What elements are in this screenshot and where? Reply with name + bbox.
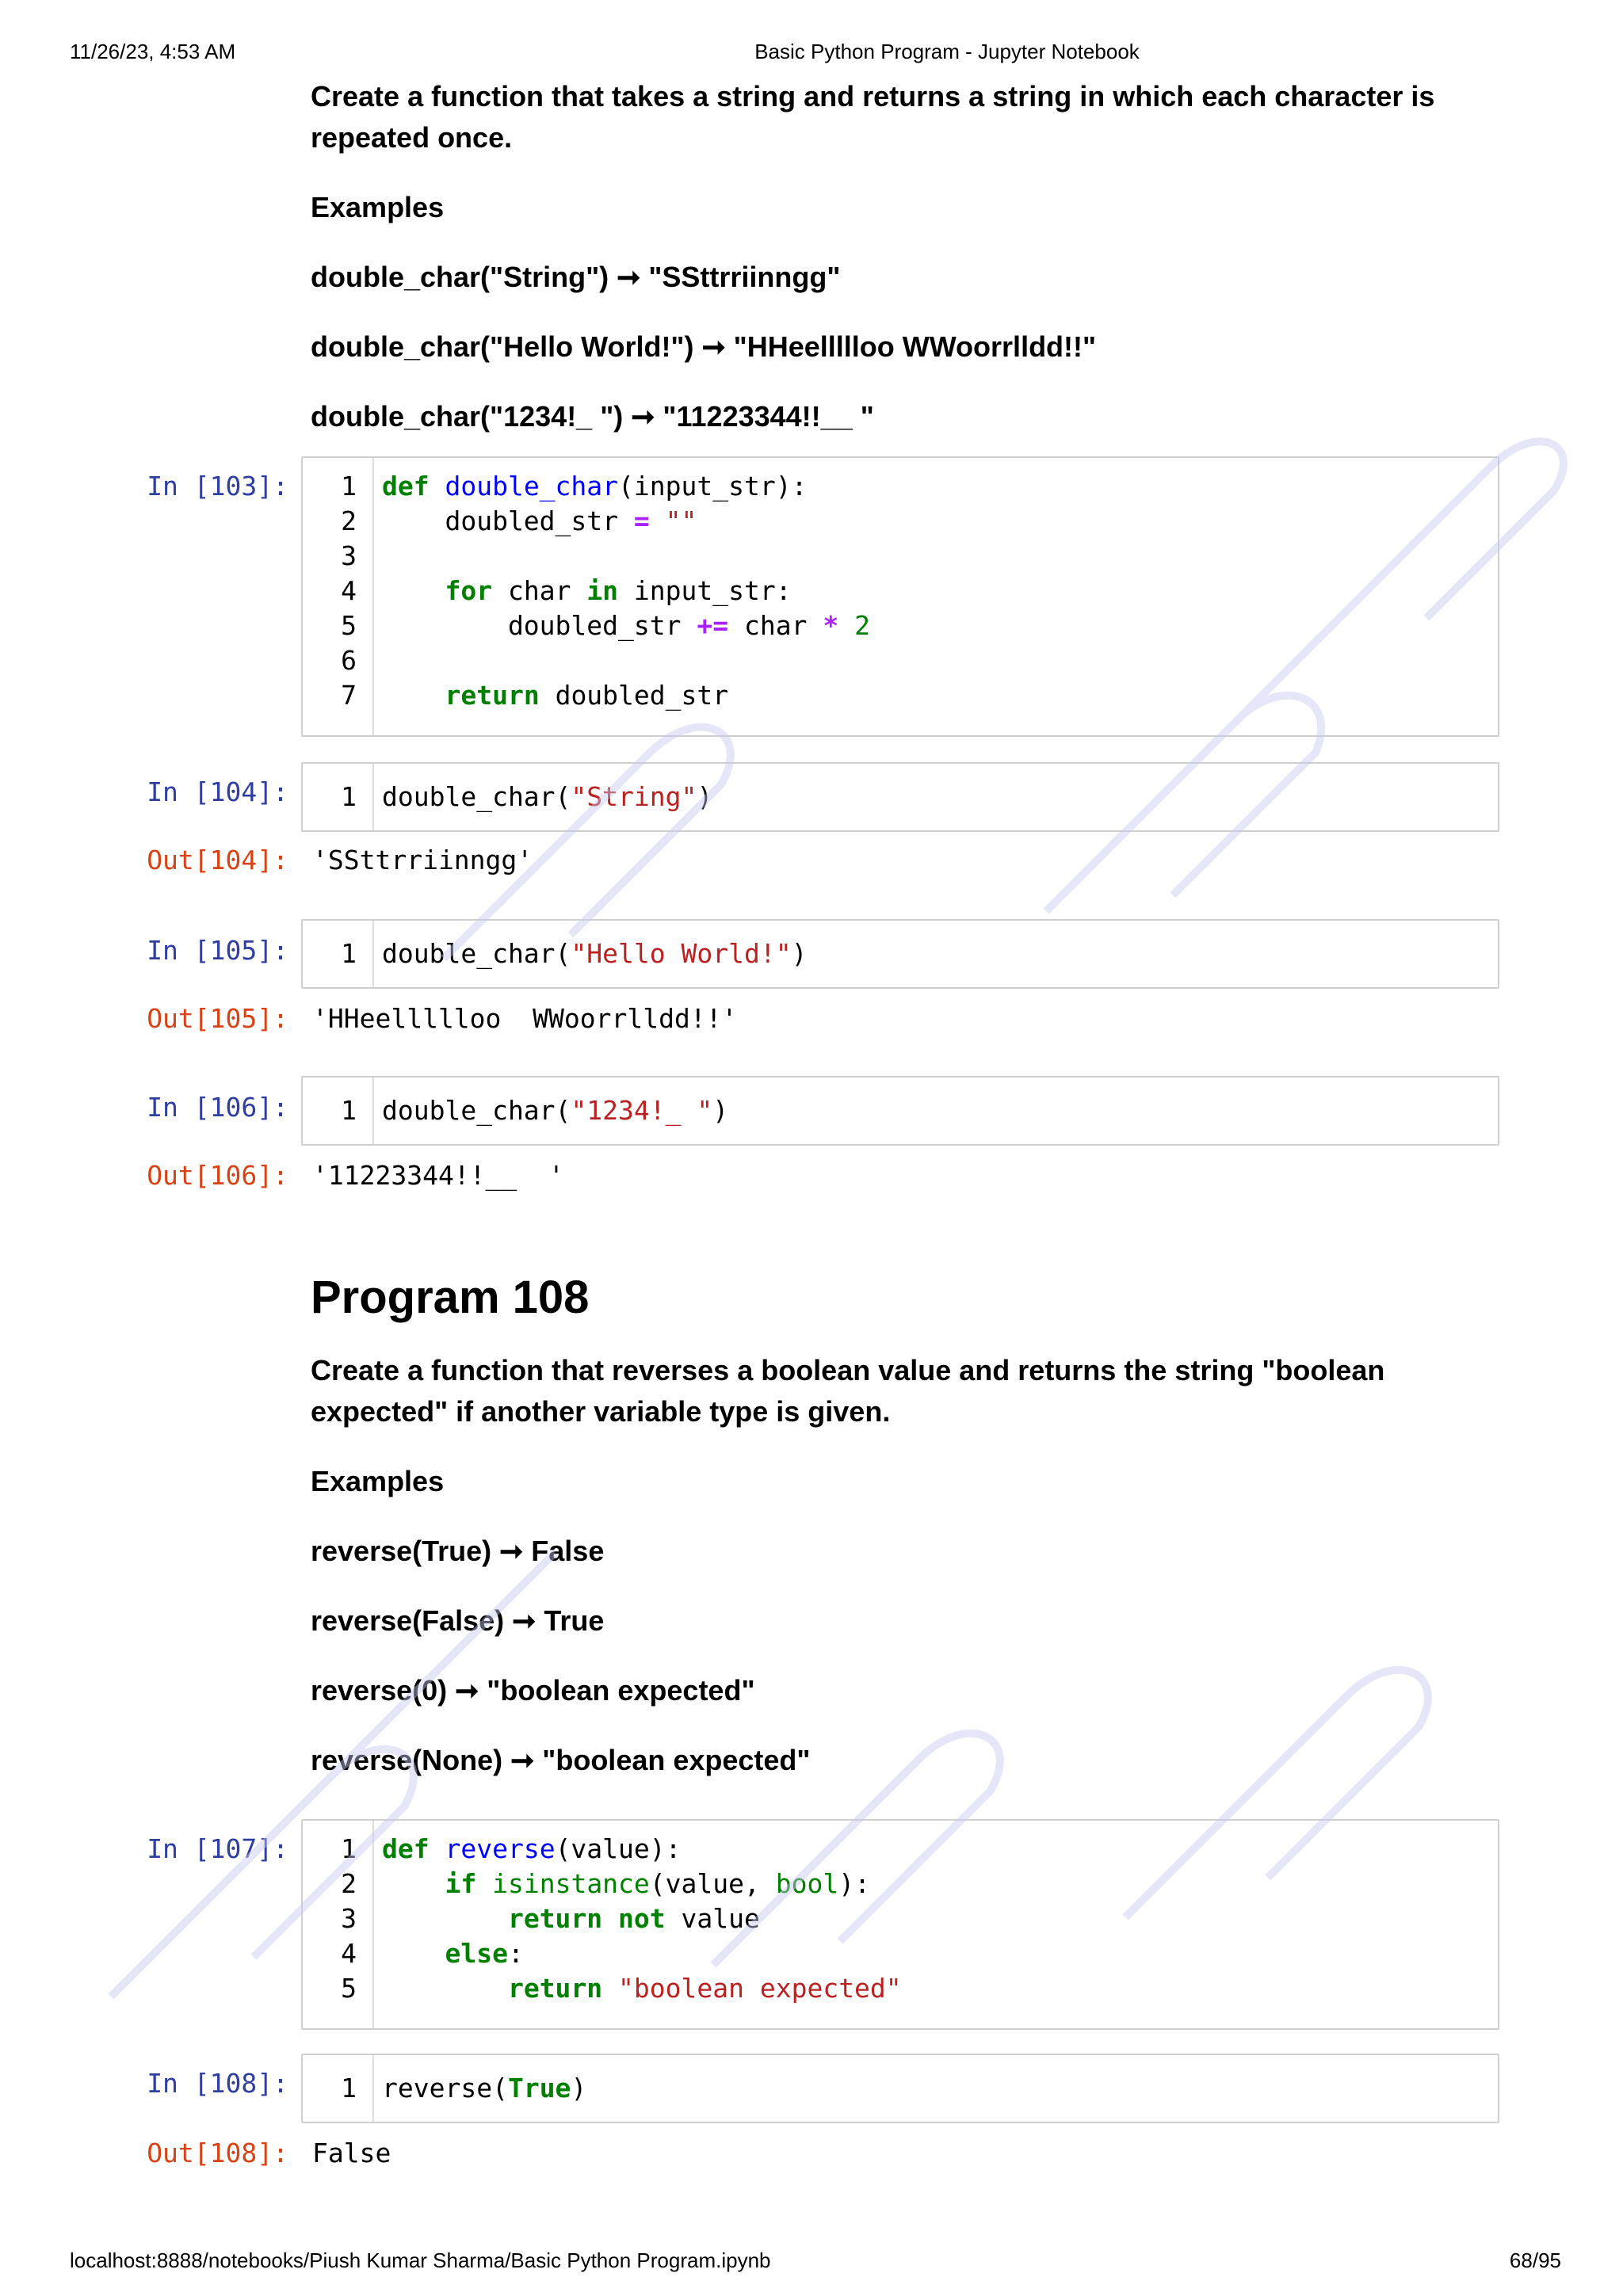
example-line: reverse(True) ➞ False (311, 1535, 605, 1567)
code-cell[interactable]: 1 reverse(True) (301, 2054, 1499, 2123)
page-number: 68/95 (1509, 2248, 1561, 2272)
code-cell[interactable]: 1 double_char("Hello World!") (301, 919, 1499, 989)
cell-output: 'SSttrriinngg' (312, 845, 533, 875)
input-prompt: In [104]: (147, 776, 288, 807)
code-cell[interactable]: 1 double_char("1234!_ ") (301, 1076, 1499, 1146)
cell-output: 'HHeellllloo WWoorrlldd!!' (312, 1003, 738, 1034)
example-line: reverse(0) ➞ "boolean expected" (311, 1674, 755, 1707)
cell-output: False (312, 2138, 391, 2168)
section-heading: Program 108 (311, 1272, 590, 1323)
output-prompt: Out[108]: (147, 2138, 288, 2168)
problem-description: Create a function that takes a string and returns a string in which each character is repeated once. (311, 80, 1435, 154)
output-prompt: Out[104]: (147, 845, 288, 875)
example-line: reverse(False) ➞ True (311, 1604, 605, 1637)
code-cell[interactable]: 1 double_char("String") (301, 762, 1499, 832)
problem-description: Create a function that reverses a boolean value and returns the string "boolean expected" if another variable type is given. (311, 1354, 1385, 1428)
example-line: double_char("Hello World!") ➞ "HHeellllloo WWoorrlldd!!" (311, 330, 1097, 363)
code-cell[interactable]: 1 def double_char(input_str): 2 doubled_str = "" 3 4 for char in input_str: 5 doubled_str += char * 2 6 7 return doubled_str (301, 456, 1499, 737)
input-prompt: In [106]: (147, 1092, 288, 1123)
examples-heading: Examples (311, 1465, 445, 1497)
print-title: Basic Python Program - Jupyter Notebook (754, 40, 1140, 63)
markdown-cell-description (311, 76, 1515, 437)
print-datetime: 11/26/23, 4:53 AM (70, 40, 236, 63)
examples-heading: Examples (311, 191, 445, 223)
output-prompt: Out[105]: (147, 1003, 288, 1034)
cell-output: '11223344!!__ ' (312, 1160, 564, 1191)
output-prompt: Out[106]: (147, 1160, 288, 1191)
input-prompt: In [103]: (147, 471, 288, 502)
example-line: double_char("1234!_ ") ➞ "11223344!!__ " (311, 400, 874, 433)
example-line: reverse(None) ➞ "boolean expected" (311, 1744, 811, 1776)
input-prompt: In [107]: (147, 1833, 288, 1864)
example-line: double_char("String") ➞ "SSttrriinngg" (311, 261, 841, 293)
print-url: localhost:8888/notebooks/Piush Kumar Sharma/Basic Python Program.ipynb (70, 2248, 771, 2272)
markdown-cell-description (311, 1350, 1515, 1781)
input-prompt: In [108]: (147, 2068, 288, 2099)
code-cell[interactable]: 1 def reverse(value): 2 if isinstance(value, bool): 3 return not value 4 else: 5 return "boolean expected" (301, 1819, 1499, 2030)
input-prompt: In [105]: (147, 935, 288, 966)
